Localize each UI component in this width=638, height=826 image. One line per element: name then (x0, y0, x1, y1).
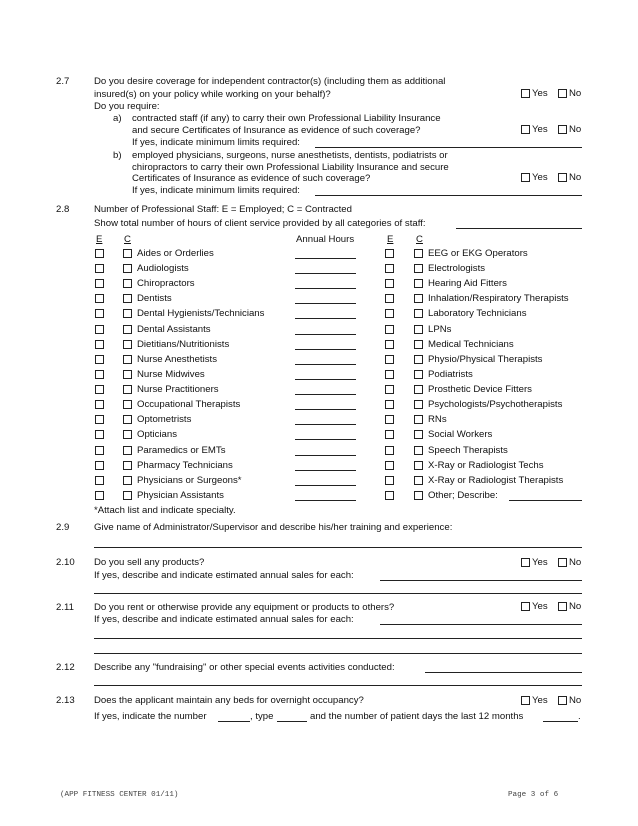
staff-contracted-checkbox[interactable] (414, 400, 423, 409)
staff-contracted-checkbox[interactable] (414, 476, 423, 485)
col-e-header-left: E (96, 234, 103, 245)
staff-employed-checkbox[interactable] (95, 461, 104, 470)
staff-contracted-checkbox[interactable] (414, 370, 423, 379)
staff-category-label: RNs (428, 414, 447, 425)
q28-text-2: Show total number of hours of client service provided by all categories of staff: (94, 218, 426, 229)
staff-contracted-checkbox[interactable] (123, 476, 132, 485)
staff-category-label: EEG or EKG Operators (428, 248, 528, 259)
q211-yes-label: Yes (532, 601, 548, 612)
staff-contracted-checkbox[interactable] (414, 279, 423, 288)
q27-text-1: Do you desire coverage for independent contractor(s) (including them as additional (94, 76, 446, 87)
staff-contracted-checkbox[interactable] (123, 355, 132, 364)
staff-employed-checkbox[interactable] (385, 279, 394, 288)
staff-employed-checkbox[interactable] (95, 430, 104, 439)
staff-employed-checkbox[interactable] (95, 264, 104, 273)
staff-category-label: Physician Assistants (137, 490, 224, 501)
q27-a-text-2: and secure Certificates of Insurance as evidence of such coverage? (132, 125, 421, 136)
q27b-yes-checkbox[interactable] (521, 173, 530, 182)
q213-text-1: Does the applicant maintain any beds for overnight occupancy? (94, 695, 364, 706)
staff-contracted-checkbox[interactable] (414, 355, 423, 364)
q27-yes-checkbox[interactable] (521, 89, 530, 98)
staff-employed-checkbox[interactable] (95, 309, 104, 318)
q27-b-text-3: Certificates of Insurance as evidence of such coverage? (132, 173, 371, 184)
q210-answer-line-2[interactable] (94, 593, 582, 594)
staff-employed-checkbox[interactable] (385, 355, 394, 364)
staff-annual-hours-field[interactable] (295, 424, 356, 425)
q211-text-1: Do you rent or otherwise provide any equipment or products to others? (94, 602, 395, 613)
q27a-yes-checkbox[interactable] (521, 125, 530, 134)
staff-contracted-checkbox[interactable] (414, 264, 423, 273)
staff-employed-checkbox[interactable] (95, 355, 104, 364)
staff-contracted-checkbox[interactable] (123, 325, 132, 334)
staff-employed-checkbox[interactable] (385, 491, 394, 500)
q27a-yes-label: Yes (532, 124, 548, 135)
q27-b-limits-field[interactable] (315, 195, 582, 196)
col-e-header-right: E (387, 234, 394, 245)
staff-contracted-checkbox[interactable] (123, 264, 132, 273)
q27b-yes-label: Yes (532, 172, 548, 183)
staff-contracted-checkbox[interactable] (123, 446, 132, 455)
q211-answer-line-2[interactable] (94, 638, 582, 639)
staff-category-label: Electrologists (428, 263, 486, 274)
q210-text-1: Do you sell any products? (94, 557, 205, 568)
q27-text-2: insured(s) on your policy while working on your behalf)? (94, 89, 331, 100)
q213-text-part-2: , type (250, 711, 274, 722)
staff-annual-hours-field[interactable] (295, 334, 356, 335)
staff-category-label: Hearing Aid Fitters (428, 278, 507, 289)
staff-contracted-checkbox[interactable] (414, 385, 423, 394)
q213-patient-days-field[interactable] (543, 721, 578, 722)
q211-answer-line-1[interactable] (380, 624, 582, 625)
q27-a-limits-field[interactable] (315, 147, 582, 148)
staff-contracted-checkbox[interactable] (414, 340, 423, 349)
staff-contracted-checkbox[interactable] (123, 400, 132, 409)
staff-category-label: Podiatrists (428, 369, 473, 380)
staff-category-label: X-Ray or Radiologist Therapists (428, 475, 564, 486)
q213-no-checkbox[interactable] (558, 696, 567, 705)
staff-category-label: Other; Describe: (428, 490, 498, 501)
q210-text-2: If yes, describe and indicate estimated annual sales for each: (94, 570, 354, 581)
staff-annual-hours-field[interactable] (295, 258, 356, 259)
staff-contracted-checkbox[interactable] (123, 249, 132, 258)
q213-yes-checkbox[interactable] (521, 696, 530, 705)
staff-annual-hours-field[interactable] (295, 364, 356, 365)
staff-annual-hours-field[interactable] (295, 303, 356, 304)
staff-employed-checkbox[interactable] (95, 370, 104, 379)
staff-employed-checkbox[interactable] (95, 325, 104, 334)
staff-contracted-checkbox[interactable] (123, 309, 132, 318)
q213-text-part-4: . (578, 711, 581, 722)
staff-employed-checkbox[interactable] (385, 340, 394, 349)
staff-employed-checkbox[interactable] (385, 415, 394, 424)
q210-answer-line-1[interactable] (380, 580, 582, 581)
staff-contracted-checkbox[interactable] (123, 461, 132, 470)
staff-employed-checkbox[interactable] (385, 446, 394, 455)
q212-number: 2.12 (56, 662, 75, 673)
q27-a-marker: a) (113, 113, 122, 124)
staff-category-label: Dental Assistants (137, 324, 211, 335)
staff-annual-hours-field[interactable] (295, 455, 356, 456)
staff-employed-checkbox[interactable] (385, 385, 394, 394)
q27-b-marker: b) (113, 150, 122, 161)
staff-employed-checkbox[interactable] (95, 340, 104, 349)
staff-employed-checkbox[interactable] (385, 476, 394, 485)
staff-contracted-checkbox[interactable] (123, 385, 132, 394)
q210-number: 2.10 (56, 557, 75, 568)
q28-footnote: *Attach list and indicate specialty. (94, 505, 236, 516)
q213-number: 2.13 (56, 695, 75, 706)
q213-type-field[interactable] (277, 721, 307, 722)
staff-employed-checkbox[interactable] (95, 415, 104, 424)
staff-employed-checkbox[interactable] (385, 461, 394, 470)
q27-a-text-3: If yes, indicate minimum limits required: (132, 137, 300, 148)
staff-category-label: Physio/Physical Therapists (428, 354, 543, 365)
staff-contracted-checkbox[interactable] (414, 446, 423, 455)
staff-category-label: Dentists (137, 293, 172, 304)
staff-category-label: Prosthetic Device Fitters (428, 384, 532, 395)
staff-employed-checkbox[interactable] (95, 476, 104, 485)
staff-contracted-checkbox[interactable] (123, 491, 132, 500)
q27-b-text-2: chiropractors to carry their own Professional Liability Insurance and secure (132, 162, 449, 173)
q210-no-label: No (569, 557, 582, 568)
staff-category-label: Medical Technicians (428, 339, 514, 350)
q211-text-2: If yes, describe and indicate estimated annual sales for each: (94, 614, 354, 625)
q28-total-hours-field[interactable] (456, 228, 582, 229)
staff-category-label: Laboratory Technicians (428, 308, 527, 319)
q210-yes-label: Yes (532, 557, 548, 568)
staff-employed-checkbox[interactable] (95, 400, 104, 409)
q212-text: Describe any "fundraising" or other special events activities conducted: (94, 662, 395, 673)
staff-annual-hours-field[interactable] (295, 349, 356, 350)
other-describe-field[interactable] (509, 500, 582, 501)
staff-employed-checkbox[interactable] (385, 294, 394, 303)
q211-no-checkbox[interactable] (558, 602, 567, 611)
staff-annual-hours-field[interactable] (295, 439, 356, 440)
staff-category-label: Opticians (137, 429, 177, 440)
staff-employed-checkbox[interactable] (385, 430, 394, 439)
annual-hours-header: Annual Hours (296, 234, 355, 245)
staff-category-label: Optometrists (137, 414, 192, 425)
staff-category-label: Paramedics or EMTs (137, 445, 226, 456)
q212-answer-line-1[interactable] (425, 672, 582, 673)
q211-yes-checkbox[interactable] (521, 602, 530, 611)
staff-contracted-checkbox[interactable] (123, 294, 132, 303)
staff-category-label: Psychologists/Psychotherapists (428, 399, 563, 410)
q27-yes-label: Yes (532, 88, 548, 99)
staff-category-label: Audiologists (137, 263, 189, 274)
staff-contracted-checkbox[interactable] (414, 325, 423, 334)
staff-annual-hours-field[interactable] (295, 470, 356, 471)
staff-category-label: Inhalation/Respiratory Therapists (428, 293, 569, 304)
staff-employed-checkbox[interactable] (385, 264, 394, 273)
staff-contracted-checkbox[interactable] (123, 279, 132, 288)
staff-category-label: Physicians or Surgeons* (137, 475, 242, 486)
staff-employed-checkbox[interactable] (95, 279, 104, 288)
q27b-no-label: No (569, 172, 582, 183)
q27-text-3: Do you require: (94, 101, 160, 112)
q27-number: 2.7 (56, 76, 70, 87)
staff-category-label: Nurse Midwives (137, 369, 205, 380)
staff-category-label: Nurse Practitioners (137, 384, 219, 395)
staff-annual-hours-field[interactable] (295, 379, 356, 380)
staff-category-label: Aides or Orderlies (137, 248, 214, 259)
staff-contracted-checkbox[interactable] (414, 249, 423, 258)
q27a-no-checkbox[interactable] (558, 125, 567, 134)
staff-category-label: LPNs (428, 324, 452, 335)
staff-annual-hours-field[interactable] (295, 288, 356, 289)
staff-category-label: X-Ray or Radiologist Techs (428, 460, 544, 471)
q28-number: 2.8 (56, 204, 70, 215)
col-c-header-right: C (416, 234, 423, 245)
q213-yes-label: Yes (532, 695, 548, 706)
staff-employed-checkbox[interactable] (385, 309, 394, 318)
footer-page-number: Page 3 of 6 (508, 791, 559, 799)
staff-employed-checkbox[interactable] (95, 491, 104, 500)
staff-employed-checkbox[interactable] (95, 294, 104, 303)
staff-employed-checkbox[interactable] (95, 446, 104, 455)
staff-category-label: Dental Hygienists/Technicians (137, 308, 265, 319)
q27-b-text-4: If yes, indicate minimum limits required: (132, 185, 300, 196)
staff-contracted-checkbox[interactable] (414, 491, 423, 500)
staff-contracted-checkbox[interactable] (414, 430, 423, 439)
q213-text-part-3: and the number of patient days the last 12 months (310, 711, 524, 722)
q27b-no-checkbox[interactable] (558, 173, 567, 182)
staff-annual-hours-field[interactable] (295, 318, 356, 319)
q213-text-part-1: If yes, indicate the number (94, 711, 207, 722)
staff-contracted-checkbox[interactable] (414, 415, 423, 424)
staff-contracted-checkbox[interactable] (123, 340, 132, 349)
staff-contracted-checkbox[interactable] (123, 370, 132, 379)
staff-category-label: Pharmacy Technicians (137, 460, 233, 471)
staff-annual-hours-field[interactable] (295, 394, 356, 395)
staff-employed-checkbox[interactable] (95, 385, 104, 394)
q210-no-checkbox[interactable] (558, 558, 567, 567)
staff-contracted-checkbox[interactable] (414, 461, 423, 470)
q213-number-field[interactable] (218, 721, 250, 722)
q210-yes-checkbox[interactable] (521, 558, 530, 567)
staff-annual-hours-field[interactable] (295, 485, 356, 486)
staff-annual-hours-field[interactable] (295, 273, 356, 274)
q27-b-text-1: employed physicians, surgeons, nurse anesthetists, dentists, podiatrists or (132, 150, 448, 161)
staff-employed-checkbox[interactable] (385, 400, 394, 409)
staff-employed-checkbox[interactable] (385, 370, 394, 379)
q27-no-checkbox[interactable] (558, 89, 567, 98)
q211-number: 2.11 (56, 602, 74, 613)
staff-contracted-checkbox[interactable] (414, 309, 423, 318)
staff-category-label: Social Workers (428, 429, 493, 440)
q28-text-1: Number of Professional Staff: E = Employed; C = Contracted (94, 204, 352, 215)
staff-employed-checkbox[interactable] (385, 249, 394, 258)
staff-employed-checkbox[interactable] (95, 249, 104, 258)
staff-employed-checkbox[interactable] (385, 325, 394, 334)
q29-answer-line[interactable] (94, 547, 582, 548)
staff-contracted-checkbox[interactable] (123, 415, 132, 424)
q29-number: 2.9 (56, 522, 70, 533)
q27-no-label: No (569, 88, 582, 99)
staff-contracted-checkbox[interactable] (123, 430, 132, 439)
q27-a-text-1: contracted staff (if any) to carry their own Professional Liability Insurance (132, 113, 441, 124)
footer-form-code: (APP FITNESS CENTER 01/11) (60, 791, 179, 799)
staff-annual-hours-field[interactable] (295, 409, 356, 410)
staff-category-label: Chiropractors (137, 278, 195, 289)
q213-no-label: No (569, 695, 582, 706)
staff-category-label: Speech Therapists (428, 445, 508, 456)
q29-text: Give name of Administrator/Supervisor and describe his/her training and experience: (94, 522, 453, 533)
q211-no-label: No (569, 601, 582, 612)
q27a-no-label: No (569, 124, 582, 135)
staff-category-label: Occupational Therapists (137, 399, 241, 410)
col-c-header-left: C (124, 234, 131, 245)
staff-annual-hours-field[interactable] (295, 500, 356, 501)
q211-answer-line-3[interactable] (94, 653, 582, 654)
staff-category-label: Dietitians/Nutritionists (137, 339, 230, 350)
staff-contracted-checkbox[interactable] (414, 294, 423, 303)
q212-answer-line-2[interactable] (94, 685, 582, 686)
staff-category-label: Nurse Anesthetists (137, 354, 217, 365)
